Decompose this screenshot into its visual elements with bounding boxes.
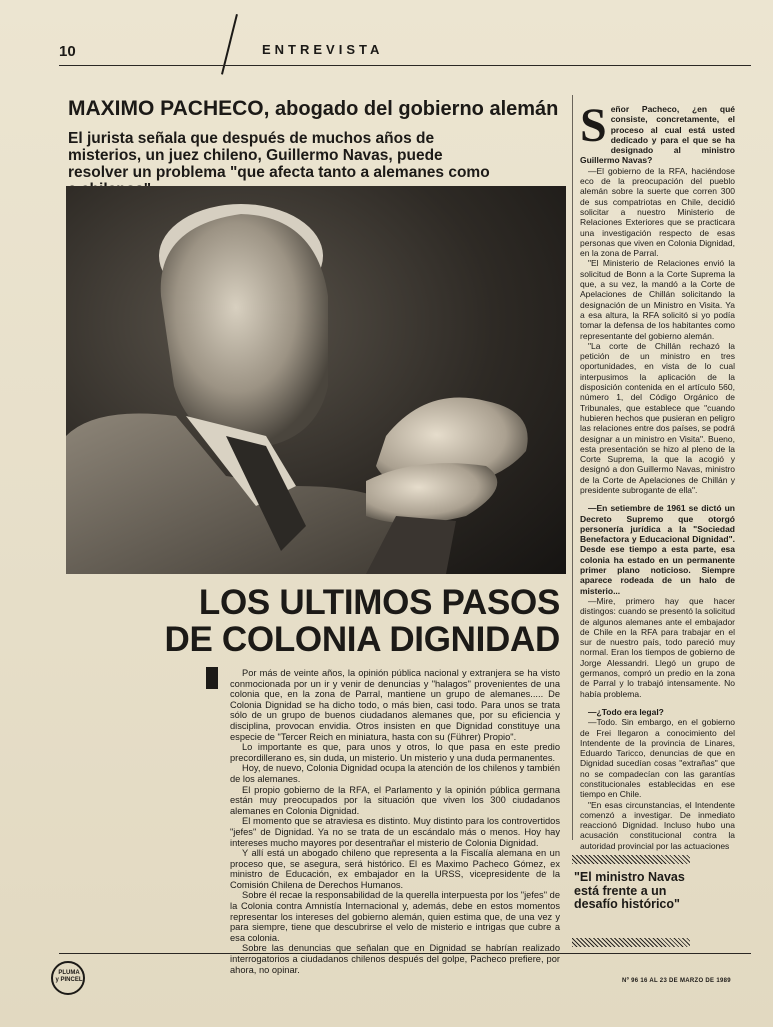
- issue-info: Nº 96 16 AL 23 DE MARZO DE 1989: [622, 978, 731, 984]
- article-title: [140, 584, 560, 658]
- interview-answer: "En esas circunstancias, el Intendente comenzó a investigar. De inmediato reaccionó Dignidad. Incluso hubo una acusación constitucional contra la autoridad provincial por las actuaciones: [580, 799, 735, 851]
- interview-question: —¿Todo era legal?: [588, 706, 664, 717]
- page-number: 10: [59, 43, 76, 60]
- bottom-rule: [59, 953, 751, 954]
- drop-cap: S: [580, 99, 607, 152]
- logo-line-2: y PINCEL: [55, 977, 83, 983]
- headline-role: abogado del gobierno alemán: [269, 98, 559, 120]
- body-paragraph: El propio gobierno de la RFA, el Parlamento y la opinión pública germana están muy preocupados por la situación que viven los 300 ciudadanos alemanes en Colonia Dignidad.: [230, 784, 560, 816]
- drop-square: [206, 667, 218, 689]
- top-rule: [59, 65, 751, 66]
- title-line-2: DE COLONIA DIGNIDAD: [164, 620, 560, 659]
- title-line-1: LOS ULTIMOS PASOS: [198, 583, 560, 622]
- column-rule: [572, 95, 573, 840]
- body-paragraph: Sobre las denuncias que señalan que en Dignidad se habrían realizado interrogatorios a ciudadanos chilenos después del golpe, Pacheco prefiere, por ahora, no opinar.: [230, 943, 560, 975]
- section-title: ENTREVISTA: [262, 42, 384, 57]
- interview-answer: —El gobierno de la RFA, haciéndose eco de la preocupación del pueblo alemán sobre la suerte que corren 300 de sus compatriotas en Chile, decidió solicitar a nuestro Ministerio de Relaciones Exteriores que se practicara una investigación respecto de esas personas que viven en Colonia Dignidad, en la zona de Parral.: [580, 165, 735, 259]
- headline-name: MAXIMO PACHECO,: [68, 97, 270, 120]
- body-paragraph: El momento que se atraviesa es distinto. Muy distinto para los controvertidos "jefes" de Dignidad. Ya no se trata de un escándalo más o menos. Hoy hay intereses mucho mayores por desentrañar el misterio de Colonia Dignidad.: [230, 816, 560, 848]
- logo-line-1: PLUMA: [58, 970, 80, 976]
- interview-answer: —Mire, primero hay que hacer distingos: cuando se presentó la solicitud de algunos alemanes ante el embajador de Chile en la RFA para trabajar en el sur de nuestro país, todo pareció muy normal. Eran los tiempos de gobierno de Jorge Alessandri. Llegó un grupo de germanos, compró un predio en la zona de Parral y lo trabajó intensamente. No había problema.: [580, 595, 735, 699]
- pullquote-hatch-bottom: [572, 938, 690, 947]
- article-body: [230, 668, 560, 975]
- interview-question: Señor Pacheco, ¿en qué consiste, concretamente, el proceso al cual está usted dedicado y para el que se ha designado al ministro Guillermo Navas?: [580, 99, 735, 166]
- interview-answer: "La corte de Chillán rechazó la petición de un ministro en tres oportunidades, en vista de lo cual interpusimos la aplicación de la disposición contenida en el artículo 560, número 1, del Código Orgánico de Tribunales, que establece que "cuando hubieren hechos que pusieran en peligro las relaciones entre dos países, se podrá designar a un ministro en Visita". Bueno, esta presentación se hizo al pleno de la Corte Suprema, la que la acogió y designó a don Guillermo Navas, ministro de la Corte de Apelaciones de Chillán y presidente subrogante de ella".: [580, 340, 735, 495]
- logo-text: [54, 970, 84, 984]
- pullquote-hatch-top: [572, 855, 690, 864]
- body-paragraph: Hoy, de nuevo, Colonia Dignidad ocupa la atención de los chilenos y también de los alemanes.: [230, 763, 560, 784]
- body-paragraph: Lo importante es que, para unos y otros, lo que pasa en este predio precordillerano es, sin duda, un misterio. Un misterio y una duda permanentes.: [230, 742, 560, 763]
- subheadline: El jurista señala que después de muchos años de misterios, un juez chileno, Guillermo Navas, puede resolver un problema "que afecta tanto a alemanes como: [68, 130, 490, 181]
- portrait-photo: [66, 186, 566, 574]
- interview-answer: "El Ministerio de Relaciones envió la solicitud de Bonn a la Corte Suprema la que, a su vez, la mandó a la Corte de Apelaciones de Chillán solicitando la designación de un Ministro en Visita. Ya a esa altura, la RFA solicitó si yo podía tomar la defensa de los habitantes como representante del gobierno alemán.: [580, 258, 735, 341]
- interview-answer: —Todo. Sin embargo, en el gobierno de Frei llegaron a conocimiento del Intendente de la provincia de Linares, Eduardo Taricco, denuncias de que en Dignidad sucedían cosas "extrañas" que no se compadecían con las garantías constitucionales establecidas en ese tiempo en Chile.: [580, 717, 735, 800]
- interview-column: [580, 99, 735, 851]
- pullquote: "El ministro Navas está frente a un desafío histórico": [574, 870, 685, 911]
- body-paragraph: Sobre él recae la responsabilidad de la querella interpuesta por los "jefes" de la Colonia contra Amnistía Internacional y, además, debe en estos momentos representar los intereses del gobierno alemán, quien estima que, de una vez y para siempre, tiene que descubrirse el velo de misterio e intrigas que cubre a esa colonia.: [230, 890, 560, 943]
- body-paragraph: Y allí está un abogado chileno que representa a la Fiscalía alemana en un proceso que, se asegura, será histórico. El es Maximo Pacheco Gómez, ex ministro de Educación, ex embajador en la URSS, vicepresidente de la Comisión Chilena de Derechos Humanos.: [230, 848, 560, 890]
- headline: [68, 97, 568, 121]
- interview-question: —En setiembre de 1961 se dictó un Decreto Supremo que otorgó personería jurídica a la "Sociedad Benefactora y Educacional Dignidad". Desde ese tiempo a esta parte, esa colonia ha estado en un permanente primer plano noticioso. Siempre aparece rodeada de un halo de misterio...: [580, 503, 735, 596]
- body-paragraph: Por más de veinte años, la opinión pública nacional y extranjera se ha visto conmocionada por un ir y venir de denuncias y "halagos" provenientes de una colonia que, en la zona de Parral, mantiene un grupo de alemanes..... De Colonia Dignidad se ha dicho todo, o más bien, casi todo. Para unos se trata sólo de un grupo de buenos ciudadanos alemanes que, por su eficiencia y disciplina, provocan envidia. Otros insisten en que Dignidad constituye una especie de "Tercer Reich en miniatura, hasta con su (Führer) Propio".: [230, 668, 560, 742]
